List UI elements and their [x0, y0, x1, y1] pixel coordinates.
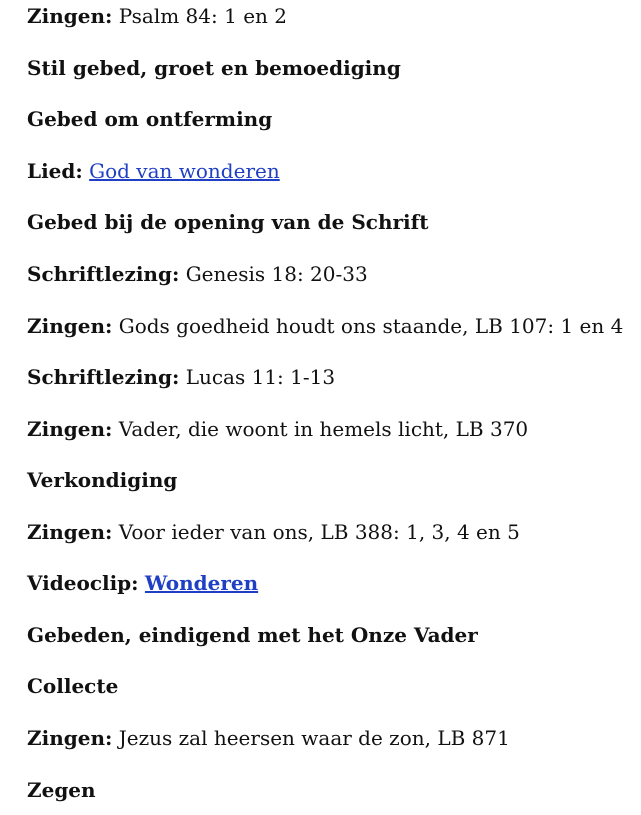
- item-text: Voor ieder van ons, LB 388: 1, 3, 4 en 5: [118, 520, 520, 544]
- item-label: Schriftlezing:: [27, 365, 180, 389]
- item-collecte: [27, 673, 118, 699]
- item-lied: [27, 158, 280, 184]
- item-label: Gebeden, eindigend met het Onze Vader: [27, 623, 478, 647]
- item-label: Lied:: [27, 159, 83, 183]
- item-text: Lucas 11: 1-13: [185, 365, 336, 389]
- item-label: Collecte: [27, 674, 119, 698]
- item-zingen-lb-388: [27, 519, 520, 545]
- link-god-van-wonderen[interactable]: God van wonderen: [89, 159, 280, 183]
- item-text: Psalm 84: 1 en 2: [118, 4, 287, 28]
- item-label: Gebed bij de opening van de Schrift: [27, 210, 429, 234]
- item-gebeden: [27, 622, 478, 648]
- item-text: Genesis 18: 20-33: [185, 262, 368, 286]
- item-text: Gods goedheid houdt ons staande, LB 107: 1 en 4: [118, 314, 624, 338]
- item-zingen-lb-370: [27, 416, 528, 442]
- item-label: Gebed om ontferming: [27, 107, 273, 131]
- item-zingen-lb-871: [27, 725, 510, 751]
- item-videoclip: [27, 570, 258, 596]
- item-label: Zingen:: [27, 417, 113, 441]
- item-label: Schriftlezing:: [27, 262, 180, 286]
- item-label: Zingen:: [27, 520, 113, 544]
- item-zingen-psalm-84: [27, 3, 287, 29]
- item-label: Zingen:: [27, 4, 113, 28]
- item-label: Zingen:: [27, 314, 113, 338]
- item-gebed-opening-schrift: [27, 209, 428, 235]
- link-wonderen[interactable]: Wonderen: [144, 571, 259, 595]
- item-stil-gebed: [27, 55, 401, 81]
- item-schriftlezing-lucas: [27, 364, 335, 390]
- item-verkondiging: [27, 467, 177, 493]
- item-gebed-om-ontferming: [27, 106, 272, 132]
- item-text: Jezus zal heersen waar de zon, LB 871: [118, 726, 510, 750]
- item-label: Verkondiging: [27, 468, 178, 492]
- item-schriftlezing-genesis: [27, 261, 368, 287]
- item-label: Videoclip:: [27, 571, 139, 595]
- item-zegen: [27, 777, 96, 803]
- item-text: Vader, die woont in hemels licht, LB 370: [118, 417, 529, 441]
- item-label: Stil gebed, groet en bemoediging: [27, 56, 401, 80]
- item-zingen-lb-107: [27, 313, 623, 339]
- item-label: Zingen:: [27, 726, 113, 750]
- item-label: Zegen: [27, 778, 96, 802]
